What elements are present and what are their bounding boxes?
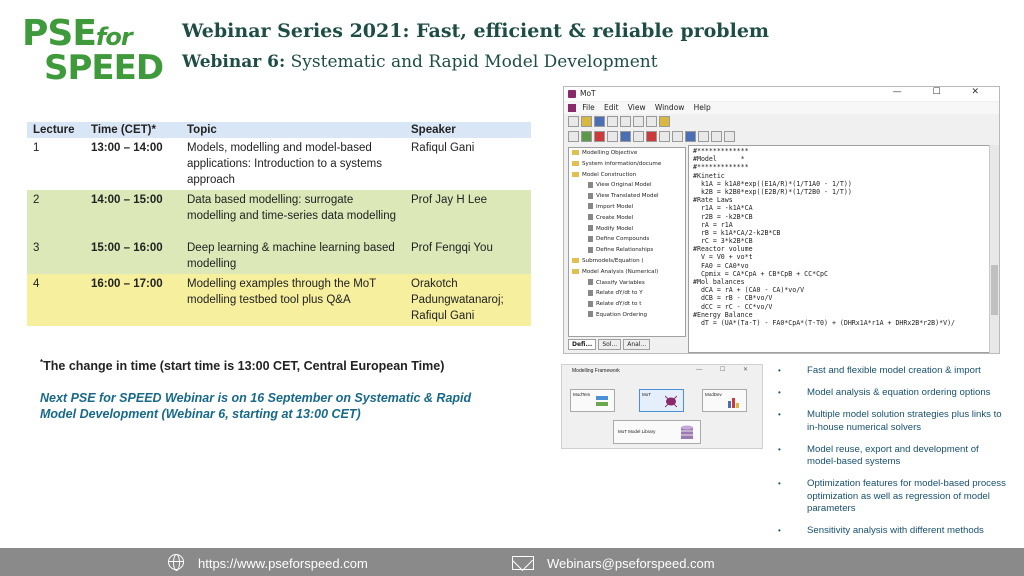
code-scrollbar[interactable]: [989, 145, 999, 353]
code-line: dCB = rB - CB*vo/V: [693, 294, 773, 303]
code-line: #*************: [693, 163, 749, 172]
mot-app-window: [563, 86, 1000, 354]
document-icon: [588, 236, 593, 242]
header-topic: Topic: [181, 122, 405, 138]
tool-icon[interactable]: [659, 131, 670, 142]
moddev-icon: [728, 395, 740, 408]
footer-bar: [0, 548, 1024, 576]
code-line: #Model *: [693, 155, 745, 164]
table-row: [27, 274, 531, 326]
help-icon[interactable]: [659, 116, 670, 127]
code-line: k1A = k1A0*exp((E1A/R)*(1/T1A0 - 1/T)): [693, 179, 852, 188]
mot-menu-bar: [564, 102, 999, 114]
code-line: rC = 3*k2B*CB: [693, 237, 753, 246]
lecture-speaker: Rafiqul Gani: [405, 138, 531, 190]
code-line: dT = (UA*(Ta-T) - FA0*CpA*(T-T0) + (DHRx1A*r1A + DHRx2B*r2B)*V)/: [693, 318, 956, 327]
bullet-icon: •: [778, 388, 781, 397]
module-modtem-button[interactable]: ModTem: [570, 389, 615, 412]
document-icon: [588, 301, 593, 307]
code-line: rB = k1A*CA/2-k2B*CB: [693, 228, 781, 237]
tool-icon[interactable]: [633, 131, 644, 142]
code-line: #Reactor volume: [693, 245, 753, 254]
feature-item: • Model analysis & equation ordering options: [778, 387, 991, 398]
mot-title-bar: [564, 87, 999, 101]
email-link[interactable]: Webinars@pseforspeed.com: [547, 556, 715, 571]
lecture-speaker: Prof Jay H Lee: [405, 190, 531, 238]
tab-define[interactable]: Defi...: [568, 339, 596, 350]
lecture-speaker: Orakotch Padungwatanaroj; Rafiqul Gani: [405, 274, 531, 326]
time-change-note: *The change in time (start time is 13:00 CET, Central European Time): [40, 358, 445, 374]
tree-item[interactable]: Create Model: [572, 213, 685, 224]
document-icon: [588, 311, 593, 317]
tree-item[interactable]: View Original Model: [572, 180, 685, 191]
website-link[interactable]: https://www.pseforspeed.com: [198, 556, 368, 571]
tree-item[interactable]: System information/docume: [572, 159, 685, 170]
tree-item[interactable]: Submodels/Equation (: [572, 256, 685, 267]
tree-item[interactable]: View Translated Model: [572, 191, 685, 202]
tab-solve[interactable]: Sol...: [598, 339, 621, 350]
mot-navigation-tree: [568, 147, 686, 337]
modelling-framework-window: [561, 364, 763, 449]
tool-icon[interactable]: [698, 131, 709, 142]
code-line: Cpmix = CA*CpA + CB*CpB + CC*CpC: [693, 269, 828, 278]
header-lecture: Lecture: [27, 122, 85, 138]
code-line: r1A = -k1A*CA: [693, 204, 753, 213]
lecture-topic: Deep learning & machine learning based modelling: [181, 238, 405, 274]
pse-for-speed-logo: PSEfor SPEED: [22, 13, 164, 88]
tree-item[interactable]: Define Compounds: [572, 234, 685, 245]
model-code-editor[interactable]: [688, 145, 991, 353]
tree-item[interactable]: Define Relationships: [572, 245, 685, 256]
tool-icon[interactable]: [711, 131, 722, 142]
tree-item[interactable]: Relate dY/dt to Y: [572, 288, 685, 299]
tree-item[interactable]: Equation Ordering: [572, 310, 685, 321]
lecture-number: 3: [27, 238, 85, 274]
header-time: Time (CET)*: [85, 122, 181, 138]
open-folder-icon[interactable]: [581, 116, 592, 127]
module-moddev-button[interactable]: ModDev: [702, 389, 747, 412]
code-line: r2B = -k2B*CB: [693, 212, 753, 221]
bullet-icon: •: [778, 526, 781, 535]
copy-icon[interactable]: [620, 116, 631, 127]
code-line: dCA = rA + (CA0 - CA)*vo/V: [693, 286, 805, 295]
lecture-topic: Models, modelling and model-based applications: Introduction to a systems approach: [181, 138, 405, 190]
document-icon: [588, 247, 593, 253]
bullet-icon: •: [778, 366, 781, 375]
code-line: rA = r1A: [693, 220, 733, 229]
tree-item[interactable]: Model Construction: [572, 170, 685, 181]
tool-icon[interactable]: [568, 131, 579, 142]
mot-app-icon: [568, 90, 576, 98]
modtem-icon: [596, 395, 608, 408]
code-line: #Energy Balance: [693, 310, 753, 319]
folder-icon: [572, 172, 579, 177]
tree-item[interactable]: Classify Variables: [572, 278, 685, 289]
mot-menu-app-icon: [568, 104, 576, 112]
tool-icon[interactable]: [620, 131, 631, 142]
bullet-icon: •: [778, 410, 781, 419]
page-title: Webinar Series 2021: Fast, efficient & reliable problem: [182, 20, 770, 42]
module-mot-button[interactable]: MoT: [639, 389, 684, 412]
tool-icon[interactable]: [581, 131, 592, 142]
code-line: #Kinetic: [693, 171, 725, 180]
database-icon: [680, 425, 694, 441]
code-line: V = V0 + vo*t: [693, 253, 753, 262]
lecture-time: 13:00 – 14:00: [85, 138, 181, 190]
code-line: #*************: [693, 147, 749, 155]
tree-item[interactable]: Modify Model: [572, 224, 685, 235]
next-webinar-notice: Next PSE for SPEED Webinar is on 16 September on Systematic & Rapid Model Development (Webinar 6, starting at 13:00 CET): [40, 391, 472, 421]
document-icon: [588, 193, 593, 199]
globe-icon: [168, 554, 184, 570]
paste-icon[interactable]: [633, 116, 644, 127]
lecture-topic: Data based modelling: surrogate modelling and time-series data modelling: [181, 190, 405, 238]
tree-item[interactable]: Relate dY/dt to t: [572, 299, 685, 310]
lecture-speaker: Prof Fengqi You: [405, 238, 531, 274]
lecture-topic: Modelling examples through the MoT modelling testbed tool plus Q&A: [181, 274, 405, 326]
feature-item: • Sensitivity analysis with different methods: [778, 525, 984, 536]
document-icon: [588, 203, 593, 209]
table-row: [27, 190, 531, 238]
folder-icon: [572, 150, 579, 155]
feature-item: • Model reuse, export and development of model-based systems: [778, 443, 979, 467]
feature-item: • Optimization features for model-based process optimization as well as regression of model parameters: [778, 478, 1006, 514]
feature-list: [778, 365, 1010, 547]
code-line: dCC = rC - CC*vo/V: [693, 302, 773, 311]
tool-icon[interactable]: [672, 131, 683, 142]
mot-window-title: MoT: [580, 89, 596, 98]
mot-panel-tabs: [568, 339, 650, 350]
mot-toolbar-main: [568, 116, 670, 128]
envelope-icon: [512, 556, 534, 570]
tool-icon[interactable]: [724, 131, 735, 142]
tool-icon[interactable]: [594, 131, 605, 142]
page-subtitle: Webinar 6: Systematic and Rapid Model Development: [182, 52, 658, 72]
menu-window[interactable]: Window: [654, 103, 685, 112]
lecture-time: 14:00 – 15:00: [85, 190, 181, 238]
code-line: #Mol balances: [693, 278, 745, 286]
bullet-icon: •: [778, 444, 781, 454]
feature-item: • Fast and flexible model creation & import: [778, 365, 981, 376]
lecture-time: 15:00 – 16:00: [85, 238, 181, 274]
mot-icon: [665, 395, 677, 408]
tool-icon[interactable]: [685, 131, 696, 142]
framework-window-title: Modelling Framework: [572, 368, 620, 374]
folder-icon: [572, 161, 579, 166]
tree-item[interactable]: Modelling Objective: [572, 148, 685, 159]
menu-file[interactable]: File: [582, 103, 595, 112]
folder-icon: [572, 269, 579, 274]
menu-view[interactable]: View: [627, 103, 646, 112]
menu-help[interactable]: Help: [693, 103, 711, 112]
scrollbar-thumb[interactable]: [991, 265, 998, 315]
lecture-number: 2: [27, 190, 85, 238]
model-library-button[interactable]: MoT Model Library: [613, 420, 701, 444]
code-line: #Rate Laws: [693, 196, 733, 205]
lecture-number: 1: [27, 138, 85, 190]
mot-window-controls[interactable]: — ☐ ✕: [892, 87, 993, 97]
lecture-time: 16:00 – 17:00: [85, 274, 181, 326]
document-icon: [588, 279, 593, 285]
tool-icon[interactable]: [646, 131, 657, 142]
mot-toolbar-model: [568, 131, 735, 143]
table-row: [27, 138, 531, 190]
tree-item[interactable]: Model Analysis (Numerical): [572, 267, 685, 278]
framework-window-controls[interactable]: — ☐ ✕: [696, 367, 756, 373]
tab-analyse[interactable]: Anal...: [623, 339, 650, 350]
schedule-table: [27, 122, 531, 326]
document-icon: [588, 214, 593, 220]
tree-item[interactable]: Import Model: [572, 202, 685, 213]
folder-icon: [572, 258, 579, 263]
code-line: FA0 = CA0*vo: [693, 261, 749, 270]
document-icon: [588, 290, 593, 296]
new-file-icon[interactable]: [568, 116, 579, 127]
menu-edit[interactable]: Edit: [604, 103, 619, 112]
bullet-icon: •: [778, 479, 781, 488]
code-line: k2B = k2B0*exp((E2B/R)*(1/T2B0 - 1/T)): [693, 187, 852, 196]
tool-icon[interactable]: [607, 131, 618, 142]
document-icon: [588, 225, 593, 231]
save-icon[interactable]: [594, 116, 605, 127]
cut-icon[interactable]: [607, 116, 618, 127]
feature-item: • Multiple model solution strategies plus links to in-house numerical solvers: [778, 409, 1002, 433]
print-icon[interactable]: [646, 116, 657, 127]
header-speaker: Speaker: [405, 122, 531, 138]
table-row: [27, 238, 531, 274]
table-header-row: [27, 122, 531, 138]
lecture-number: 4: [27, 274, 85, 326]
document-icon: [588, 182, 593, 188]
